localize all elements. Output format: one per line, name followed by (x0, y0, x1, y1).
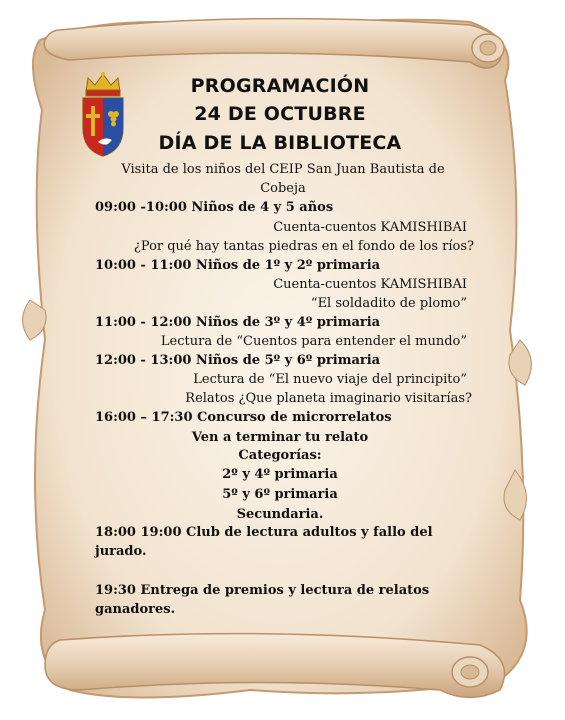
contest-category-3: Secundaria. (236, 507, 324, 522)
evening-line-1: 18:00 19:00 Club de lectura adultos y fallo del (95, 525, 433, 540)
title-event: DÍA DE LA BIBLIOTECA (158, 132, 402, 154)
schedule-heading-4: 12:00 - 13:00 Niños de 5º y 6º primaria (95, 353, 381, 368)
schedule-activity-1: Cuenta-cuentos KAMISHIBAI (273, 220, 467, 235)
intro-line-2: Cobeja (260, 181, 306, 196)
evening-line-4: ganadores. (95, 602, 176, 617)
contest-category-1: 2º y 4º primaria (222, 467, 338, 482)
title-date: 24 DE OCTUBRE (194, 103, 366, 125)
schedule-activity-4: Lectura de “El nuevo viaje del principito” (193, 372, 467, 387)
schedule-activity-2: Cuenta-cuentos KAMISHIBAI (273, 277, 467, 292)
schedule-detail-2: “El soldadito de plomo” (310, 296, 467, 311)
schedule-detail-4: Relatos ¿Que planeta imaginario visitarías? (185, 391, 472, 406)
intro-line-1: Visita de los niños del CEIP San Juan Bautista de (121, 162, 445, 177)
schedule-heading-5: 16:00 – 17:30 Concurso de microrrelatos (95, 410, 392, 425)
schedule-heading-1: 09:00 -10:00 Niños de 4 y 5 años (95, 200, 334, 215)
schedule-detail-1: ¿Por qué hay tantas piedras en el fondo de los ríos? (133, 239, 474, 254)
title-programacion: PROGRAMACIÓN (190, 75, 370, 97)
schedule-activity-3: Lectura de “Cuentos para entender el mundo” (160, 334, 467, 349)
schedule-heading-2: 10:00 - 11:00 Niños de 1º y 2º primaria (95, 258, 381, 273)
contest-category-2: 5º y 6º primaria (222, 487, 338, 502)
evening-line-2: jurado. (95, 544, 147, 559)
contest-subtitle: Ven a terminar tu relato (191, 430, 369, 445)
contest-categories-label: Categorías: (238, 448, 322, 463)
schedule-heading-3: 11:00 - 12:00 Niños de 3º y 4º primaria (95, 315, 381, 330)
evening-line-3: 19:30 Entrega de premios y lectura de relatos (95, 583, 430, 598)
